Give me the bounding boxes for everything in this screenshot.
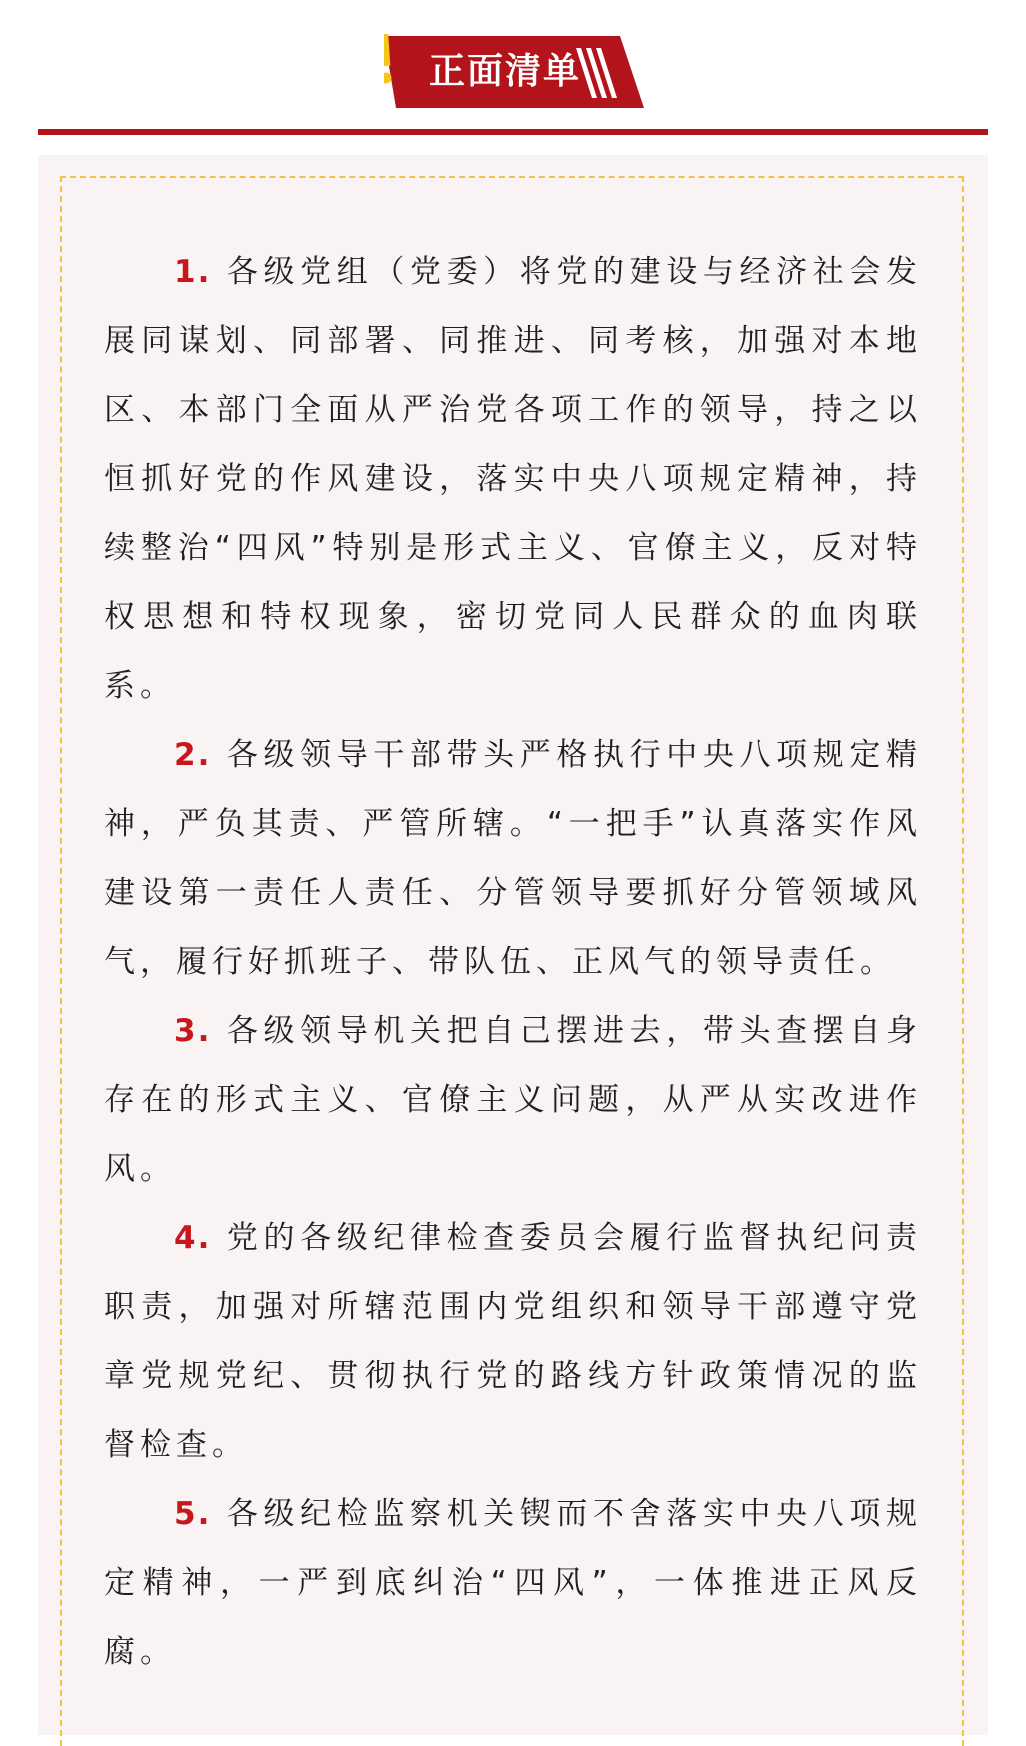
item-number: 1.	[174, 254, 212, 290]
item-text: 党的各级纪律检查委员会履行监督执纪问责职责，加强对所辖范围内党组织和领导干部遵守党章党规党纪、贯彻执行党的路线方针政策情况的监督检查。	[104, 1220, 923, 1463]
item-text: 各级领导干部带头严格执行中央八项规定精神，严负其责、严管所辖。“一把手”认真落实作风建设第一责任人责任、分管领导要抓好分管领域风气，履行好抓班子、带队伍、正风气的领导责任。	[104, 737, 923, 980]
list-content	[104, 238, 922, 1687]
list-item	[104, 238, 922, 721]
item-text: 各级纪检监察机关锲而不舍落实中央八项规定精神，一严到底纠治“四风”，一体推进正风反腐。	[104, 1496, 923, 1670]
item-number: 4.	[174, 1220, 212, 1256]
item-text: 各级领导机关把自己摆进去，带头查摆自身存在的形式主义、官僚主义问题，从严从实改进作风。	[104, 1013, 923, 1187]
page-title: 正面清单	[428, 51, 581, 92]
list-item	[104, 997, 922, 1204]
list-item	[104, 721, 922, 997]
section-banner	[384, 34, 644, 110]
item-number: 2.	[174, 737, 212, 773]
item-text: 各级党组（党委）将党的建设与经济社会发展同谋划、同部署、同推进、同考核，加强对本地区、本部门全面从严治党各项工作的领导，持之以恒抓好党的作风建设，落实中央八项规定精神，持续整治“四风”特别是形式主义、官僚主义，反对特权思想和特权现象，密切党同人民群众的血肉联系。	[104, 254, 923, 704]
header-divider	[38, 129, 988, 135]
list-item	[104, 1480, 922, 1687]
item-number: 5.	[174, 1496, 212, 1532]
item-number: 3.	[174, 1013, 212, 1049]
list-item	[104, 1204, 922, 1480]
